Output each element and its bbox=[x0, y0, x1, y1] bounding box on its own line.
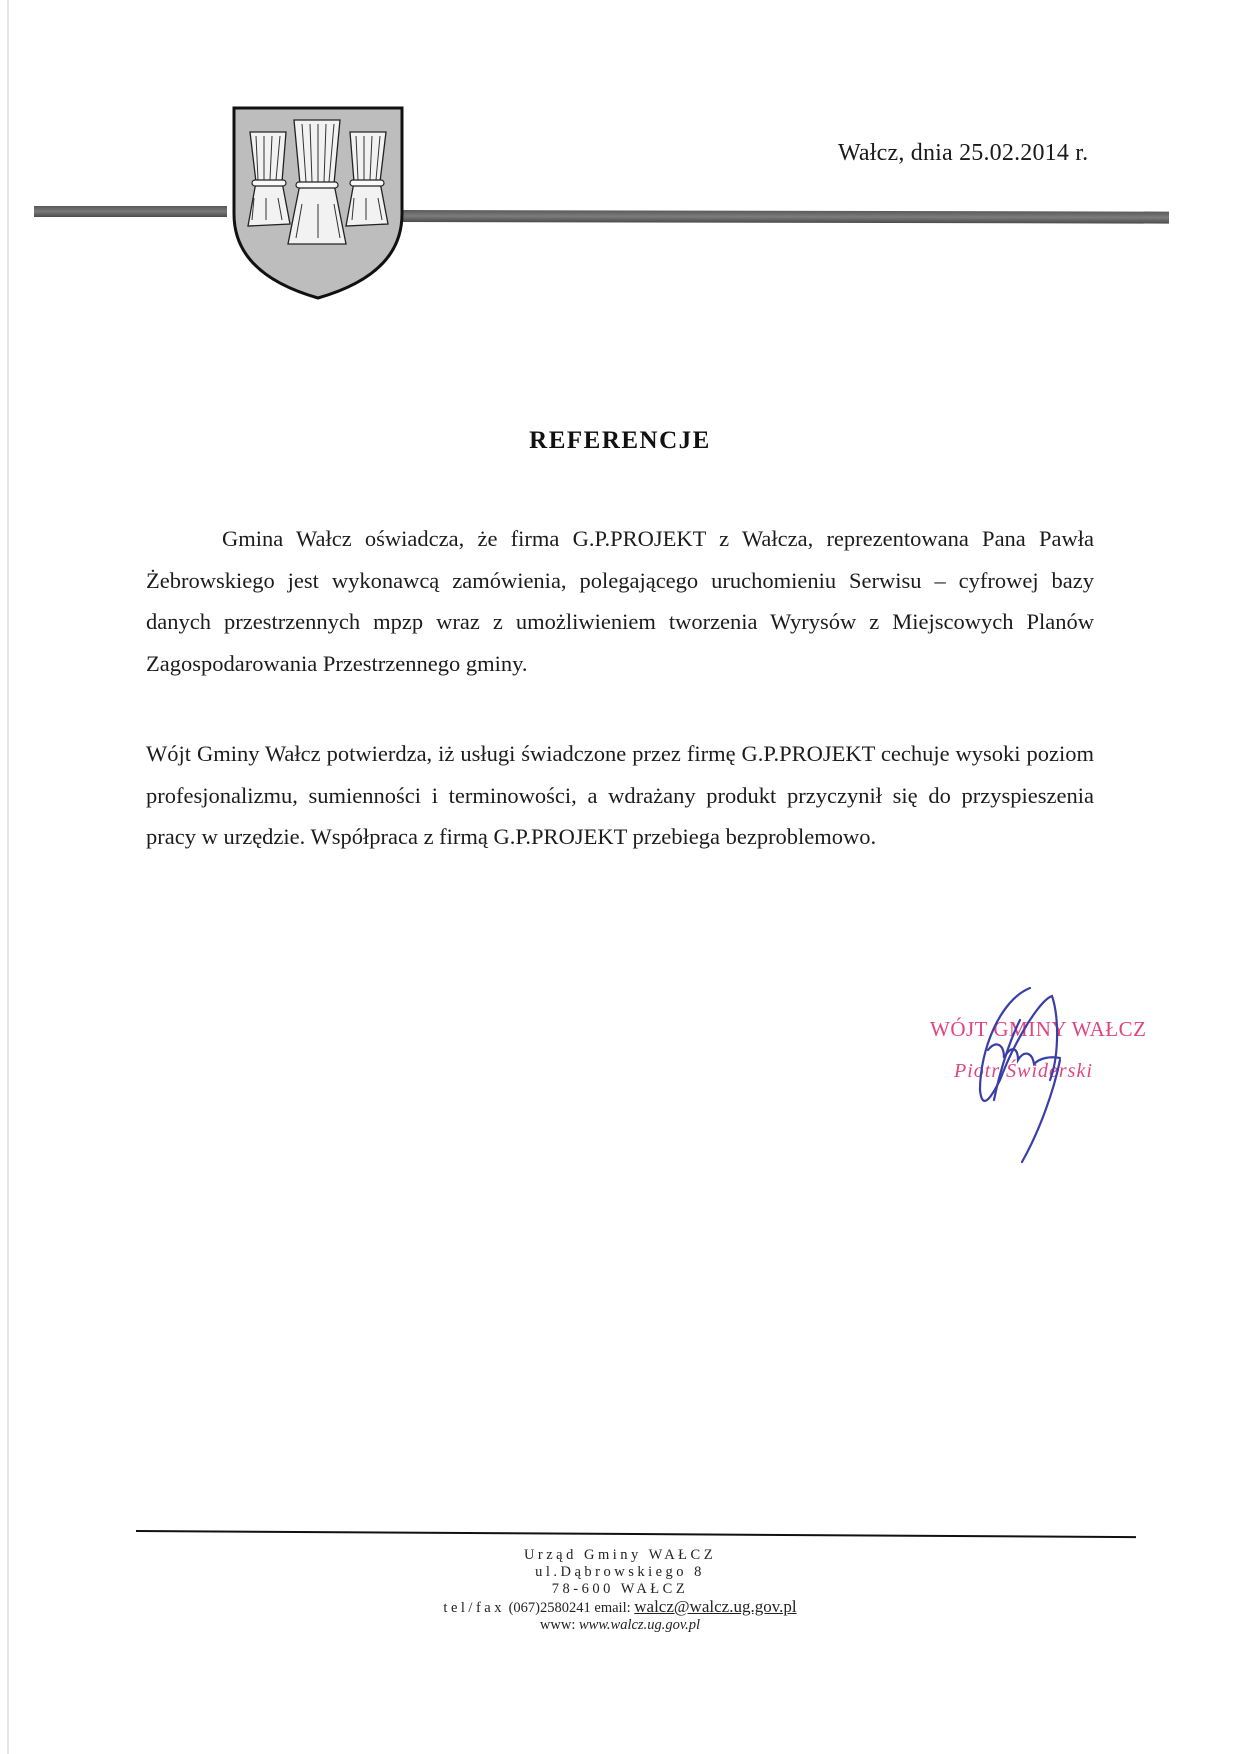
body-paragraph: Wójt Gminy Wałcz potwierdza, iż usługi świadczone przez firmę G.P.PROJEKT cechuje wysoki poziom profesjonalizmu, sumienności i terminowości, a wdrażany produkt przyczynił się do przyspieszenia pracy w urzędzie. Współpraca z firmą G.P.PROJEKT przebiega bezproblemowo. bbox=[146, 741, 1094, 849]
footer-rule bbox=[136, 1530, 1136, 1538]
coat-of-arms-icon bbox=[230, 104, 406, 300]
street-address: ul.Dąbrowskiego 8 bbox=[535, 1564, 705, 1580]
contact-line bbox=[0, 1598, 1240, 1617]
website-link[interactable]: www.walcz.ug.gov.pl bbox=[578, 1617, 701, 1633]
document-title: REFERENCJE bbox=[529, 427, 711, 454]
body-paragraph: Gmina Wałcz oświadcza, że firma G.P.PROJEKT z Wałcza, reprezentowana Pana Pawła Żebrowskiego jest wykonawcą zamówienia, polegającego uruchomieniu Serwisu – cyfrowej bazy danych przestrzennych mpzp wraz z umożliwieniem tworzenia Wyrysów z Miejscowych Planów Zagospodarowania Przestrzennego gminy. bbox=[146, 526, 1094, 676]
phone-label: tel/fax bbox=[443, 1600, 505, 1616]
footer-address bbox=[0, 1547, 1240, 1634]
stamp-name: Piotr Świderski bbox=[954, 1060, 1093, 1082]
website-line bbox=[0, 1617, 1240, 1634]
email-link[interactable]: walcz@walcz.ug.gov.pl bbox=[634, 1597, 797, 1616]
stamp-title: WÓJT GMINY WAŁCZ bbox=[930, 1017, 1147, 1041]
www-label: www: bbox=[539, 1617, 576, 1633]
postal-city: 78-600 WAŁCZ bbox=[551, 1581, 689, 1597]
office-name: Urząd Gminy WAŁCZ bbox=[523, 1547, 717, 1563]
header-rule-left bbox=[34, 206, 227, 217]
email-label: email: bbox=[594, 1600, 631, 1616]
header-rule-right bbox=[397, 210, 1169, 224]
scan-edge bbox=[7, 0, 9, 1754]
phone-number: (067)2580241 bbox=[508, 1600, 591, 1616]
place-and-date: Wałcz, dnia 25.02.2014 r. bbox=[838, 140, 1089, 166]
handwritten-signature bbox=[960, 980, 1110, 1180]
